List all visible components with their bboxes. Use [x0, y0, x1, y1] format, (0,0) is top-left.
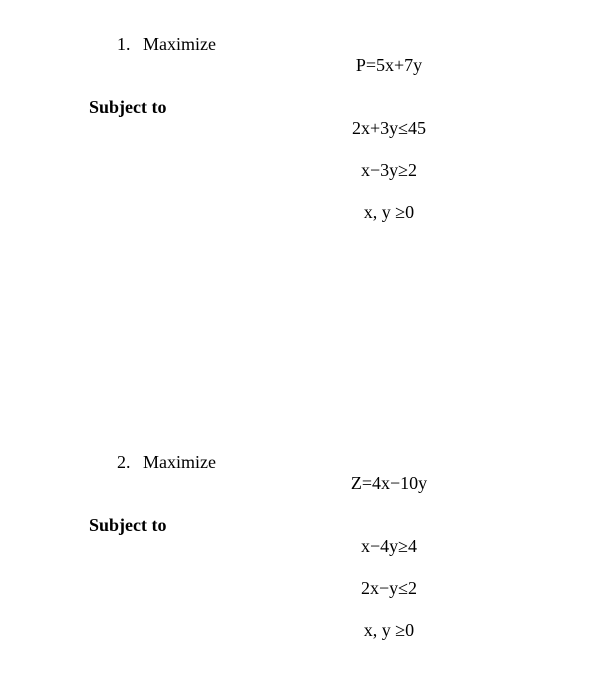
non-negativity-constraint: x, y ≥0 — [363, 202, 415, 222]
objective-function: Z=4x−10y — [350, 473, 428, 493]
objective-function: P=5x+7y — [355, 55, 423, 75]
constraint: x−4y≥4 — [360, 536, 418, 556]
constraint: x−3y≥2 — [360, 160, 418, 180]
problem-heading — [117, 452, 216, 473]
problem-heading — [117, 34, 216, 55]
subject-to-label: Subject to — [89, 515, 167, 535]
problem-number: 2. — [117, 452, 131, 472]
non-negativity-constraint: x, y ≥0 — [363, 620, 415, 640]
subject-to-label: Subject to — [89, 97, 167, 117]
problem-number: 1. — [117, 34, 131, 54]
constraint: 2x+3y≤45 — [351, 118, 427, 138]
problem-instruction: Maximize — [143, 452, 216, 472]
problem-instruction: Maximize — [143, 34, 216, 54]
constraint: 2x−y≤2 — [360, 578, 418, 598]
problem-1 — [0, 0, 609, 230]
problem-2 — [0, 418, 609, 648]
